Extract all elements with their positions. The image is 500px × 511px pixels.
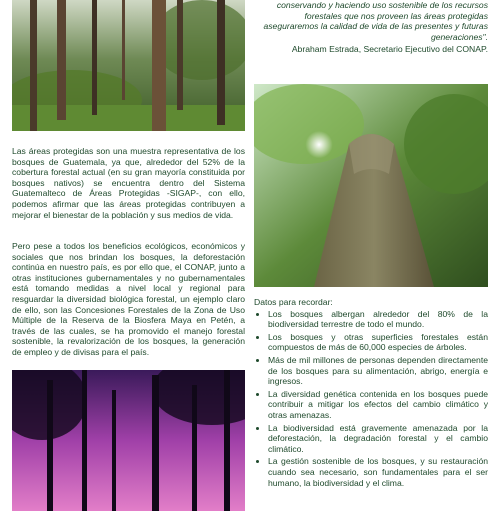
facts-title: Datos para recordar: bbox=[254, 297, 333, 307]
quote-author: Abraham Estrada, Secretario Ejecutivo del CONAP. bbox=[291, 44, 488, 55]
fact-item: • Los bosques y otras superficies forestales están compuestos de más de 60,000 especies de árboles. bbox=[268, 332, 488, 353]
fact-item: • Los bosques albergan alrededor del 80% de la biodiversidad terrestre de todo el mundo. bbox=[268, 309, 488, 330]
facts-section bbox=[254, 297, 488, 490]
fact-item: • La diversidad genética contenida en los bosques puede contribuir a mitigar los efectos del cambio climático y otras amenazas. bbox=[268, 389, 488, 421]
fact-item: • Más de mil millones de personas dependen directamente de los bosques para su alimentación, abrigo, energía e ingresos. bbox=[268, 355, 488, 387]
fact-item: • La gestión sostenible de los bosques, y su restauración cuando sea necesario, son fundamentales para el ser humano, la biodiversidad y el clima. bbox=[268, 456, 488, 488]
pine-forest-photo bbox=[12, 0, 245, 131]
quote-text: conservando y haciendo uso sostenible de los recursos forestales que nos proveen las áreas protegidas aseguraremos la calidad de vida de las presentes y futuras generaciones". bbox=[263, 0, 488, 42]
fact-item: • La biodiversidad está gravemente amenazada por la deforestación, la degradación forestal y el cambio climático. bbox=[268, 423, 488, 455]
sunset-forest-photo bbox=[12, 370, 245, 511]
tree-trunk-photo bbox=[254, 84, 488, 287]
quote-block bbox=[254, 0, 488, 55]
paragraph-deforestation: Pero pese a todos los beneficios ecológicos, económicos y sociales que nos brindan los bosques, la deforestación continúa en nuestro país, es por ello que, el CONAP, junto a otras instituciones gubernamentales y no gubernamentales está tomando medidas a nivel local y regional para resguardar la diversidad biológica forestal, un ejemplo claro de ello, son las Concesiones Forestales de la Zona de Uso Múltiple de la Reserva de la Biosfera Maya en Petén, a través de las cuales, se ha promovido el manejo forestal sostenible, la revalorización de los bosques, la generación de empleo y de divisas para el país. bbox=[12, 241, 245, 357]
facts-list bbox=[254, 309, 488, 489]
paragraph-protected-areas: Las áreas protegidas son una muestra representativa de los bosques de Guatemala, ya que, alrededor del 52% de la cobertura forestal actual (en su gran mayoría constituida por bosques nativos) se encuentra dentro del Sistema Guatemalteco de Áreas Protegidas -SIGAP-, con ello, podemos afirmar que las áreas protegidas contribuyen a mejorar el bienestar de la población y sus medios de vida. bbox=[12, 146, 245, 220]
